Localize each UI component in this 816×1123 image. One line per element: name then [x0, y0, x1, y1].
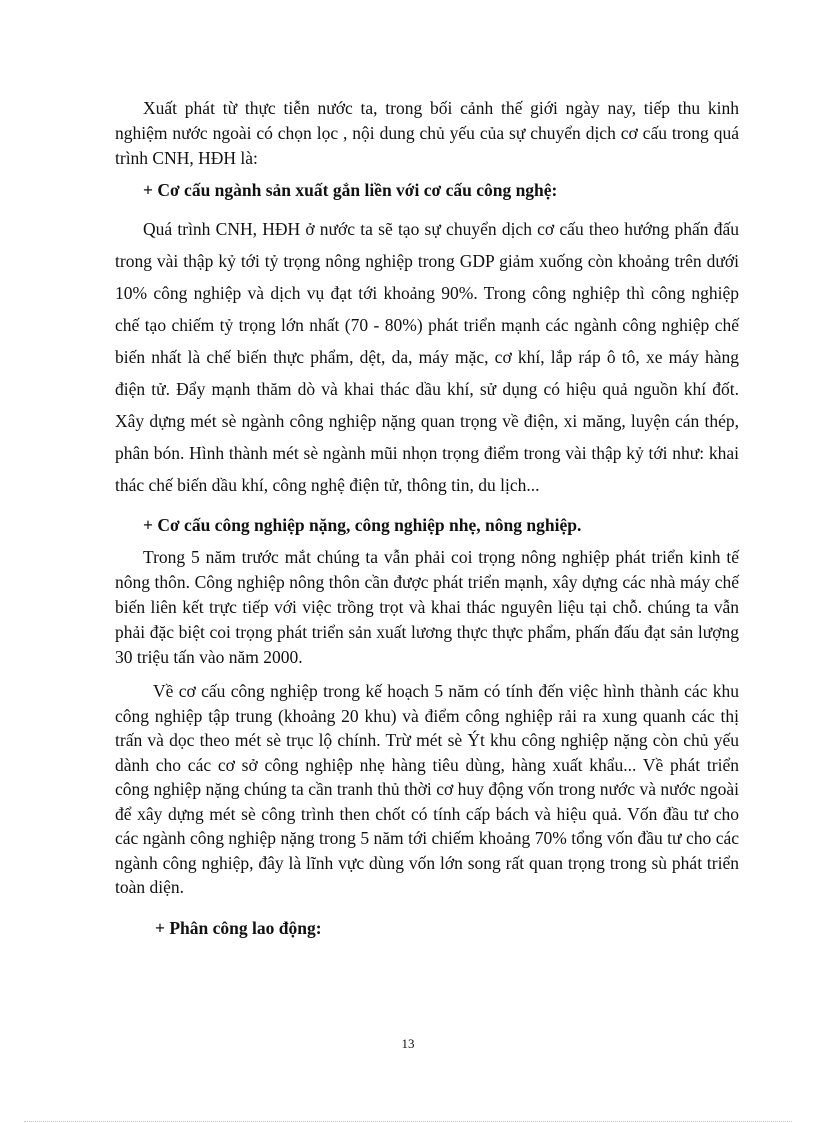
document-body	[115, 96, 739, 941]
paragraph-agriculture: Trong 5 năm trước mắt chúng ta vẫn phải coi trọng nông nghiệp phát triển kinh tế nông thôn. Công nghiệp nông thôn cần được phát triển mạnh, xây dựng các nhà máy chế biến liên kết trực tiếp với việc trồng trọt và khai thác nguyên liệu tại chỗ. chúng ta vẫn phải đặc biệt coi trọng phát triển sản xuất lương thực thực phẩm, phấn đấu đạt sản lượng 30 triệu tấn vào năm 2000.	[115, 547, 739, 667]
paragraph-industrialization: Quá trình CNH, HĐH ở nước ta sẽ tạo sự chuyển dịch cơ cấu theo hướng phấn đấu trong vài thập kỷ tới tỷ trọng nông nghiệp trong GDP giảm xuống còn khoảng trên dưới 10% công nghiệp và dịch vụ đạt tới khoảng 90%. Trong công nghiệp thì công nghiệp chế tạo chiếm tỷ trọng lớn nhất (70 - 80%) phát triển mạnh các ngành công nghiệp chế biến nhất là chế biến thực phẩm, dệt, da, máy mặc, cơ khí, lắp ráp ô tô, xe máy hàng điện tử. Đẩy mạnh thăm dò và khai thác dầu khí, sử dụng có hiệu quả nguồn khí đốt. Xây dựng mét sè ngành công nghiệp nặng quan trọng về điện, xi măng, luyện cán thép, phân bón. Hình thành mét sè ngành mũi nhọn trọng điểm trong vài thập kỷ tới như: khai thác chế biến dầu khí, công nghệ điện tử, thông tin, du lịch...	[115, 219, 739, 495]
paragraph-industry-plan: Về cơ cấu công nghiệp trong kế hoạch 5 năm có tính đến việc hình thành các khu công nghiệp tập trung (khoảng 20 khu) và điểm công nghiệp rải ra xung quanh các thị trấn và dọc theo mét sè trục lộ chính. Trừ mét sè Ýt khu công nghiệp nặng còn chủ yếu dành cho các cơ sở công nghiệp nhẹ hàng tiêu dùng, hàng xuất khẩu... Về phát triển công nghiệp nặng chúng ta cần tranh thủ thời cơ huy động vốn trong nước và nước ngoài để xây dựng mét sè công trình then chốt có tính cấp bách và hiệu quả. Vốn đầu tư cho các ngành công nghiệp nặng trong 5 năm tới chiếm khoảng 70% tổng vốn đầu tư cho các ngành công nghiệp, đây là lĩnh vực dùng vốn lớn song rất quan trọng trong sù phát triển toàn diện.	[115, 681, 739, 897]
page-bottom-divider	[24, 1121, 792, 1122]
heading-heavy-light-industry: + Cơ cấu công nghiệp nặng, công nghiệp nhẹ, nông nghiệp.	[143, 515, 582, 535]
intro-paragraph: Xuất phát từ thực tiễn nước ta, trong bối cảnh thế giới ngày nay, tiếp thu kinh nghiệm nước ngoài có chọn lọc , nội dung chủ yếu của sự chuyển dịch cơ cấu trong quá trình CNH, HĐH là:	[115, 98, 739, 168]
heading-industry-structure: + Cơ cấu ngành sản xuất gắn liền với cơ cấu công nghệ:	[143, 180, 558, 200]
page-number: 13	[401, 1036, 415, 1051]
heading-labor-division: + Phân công lao động:	[155, 917, 322, 938]
